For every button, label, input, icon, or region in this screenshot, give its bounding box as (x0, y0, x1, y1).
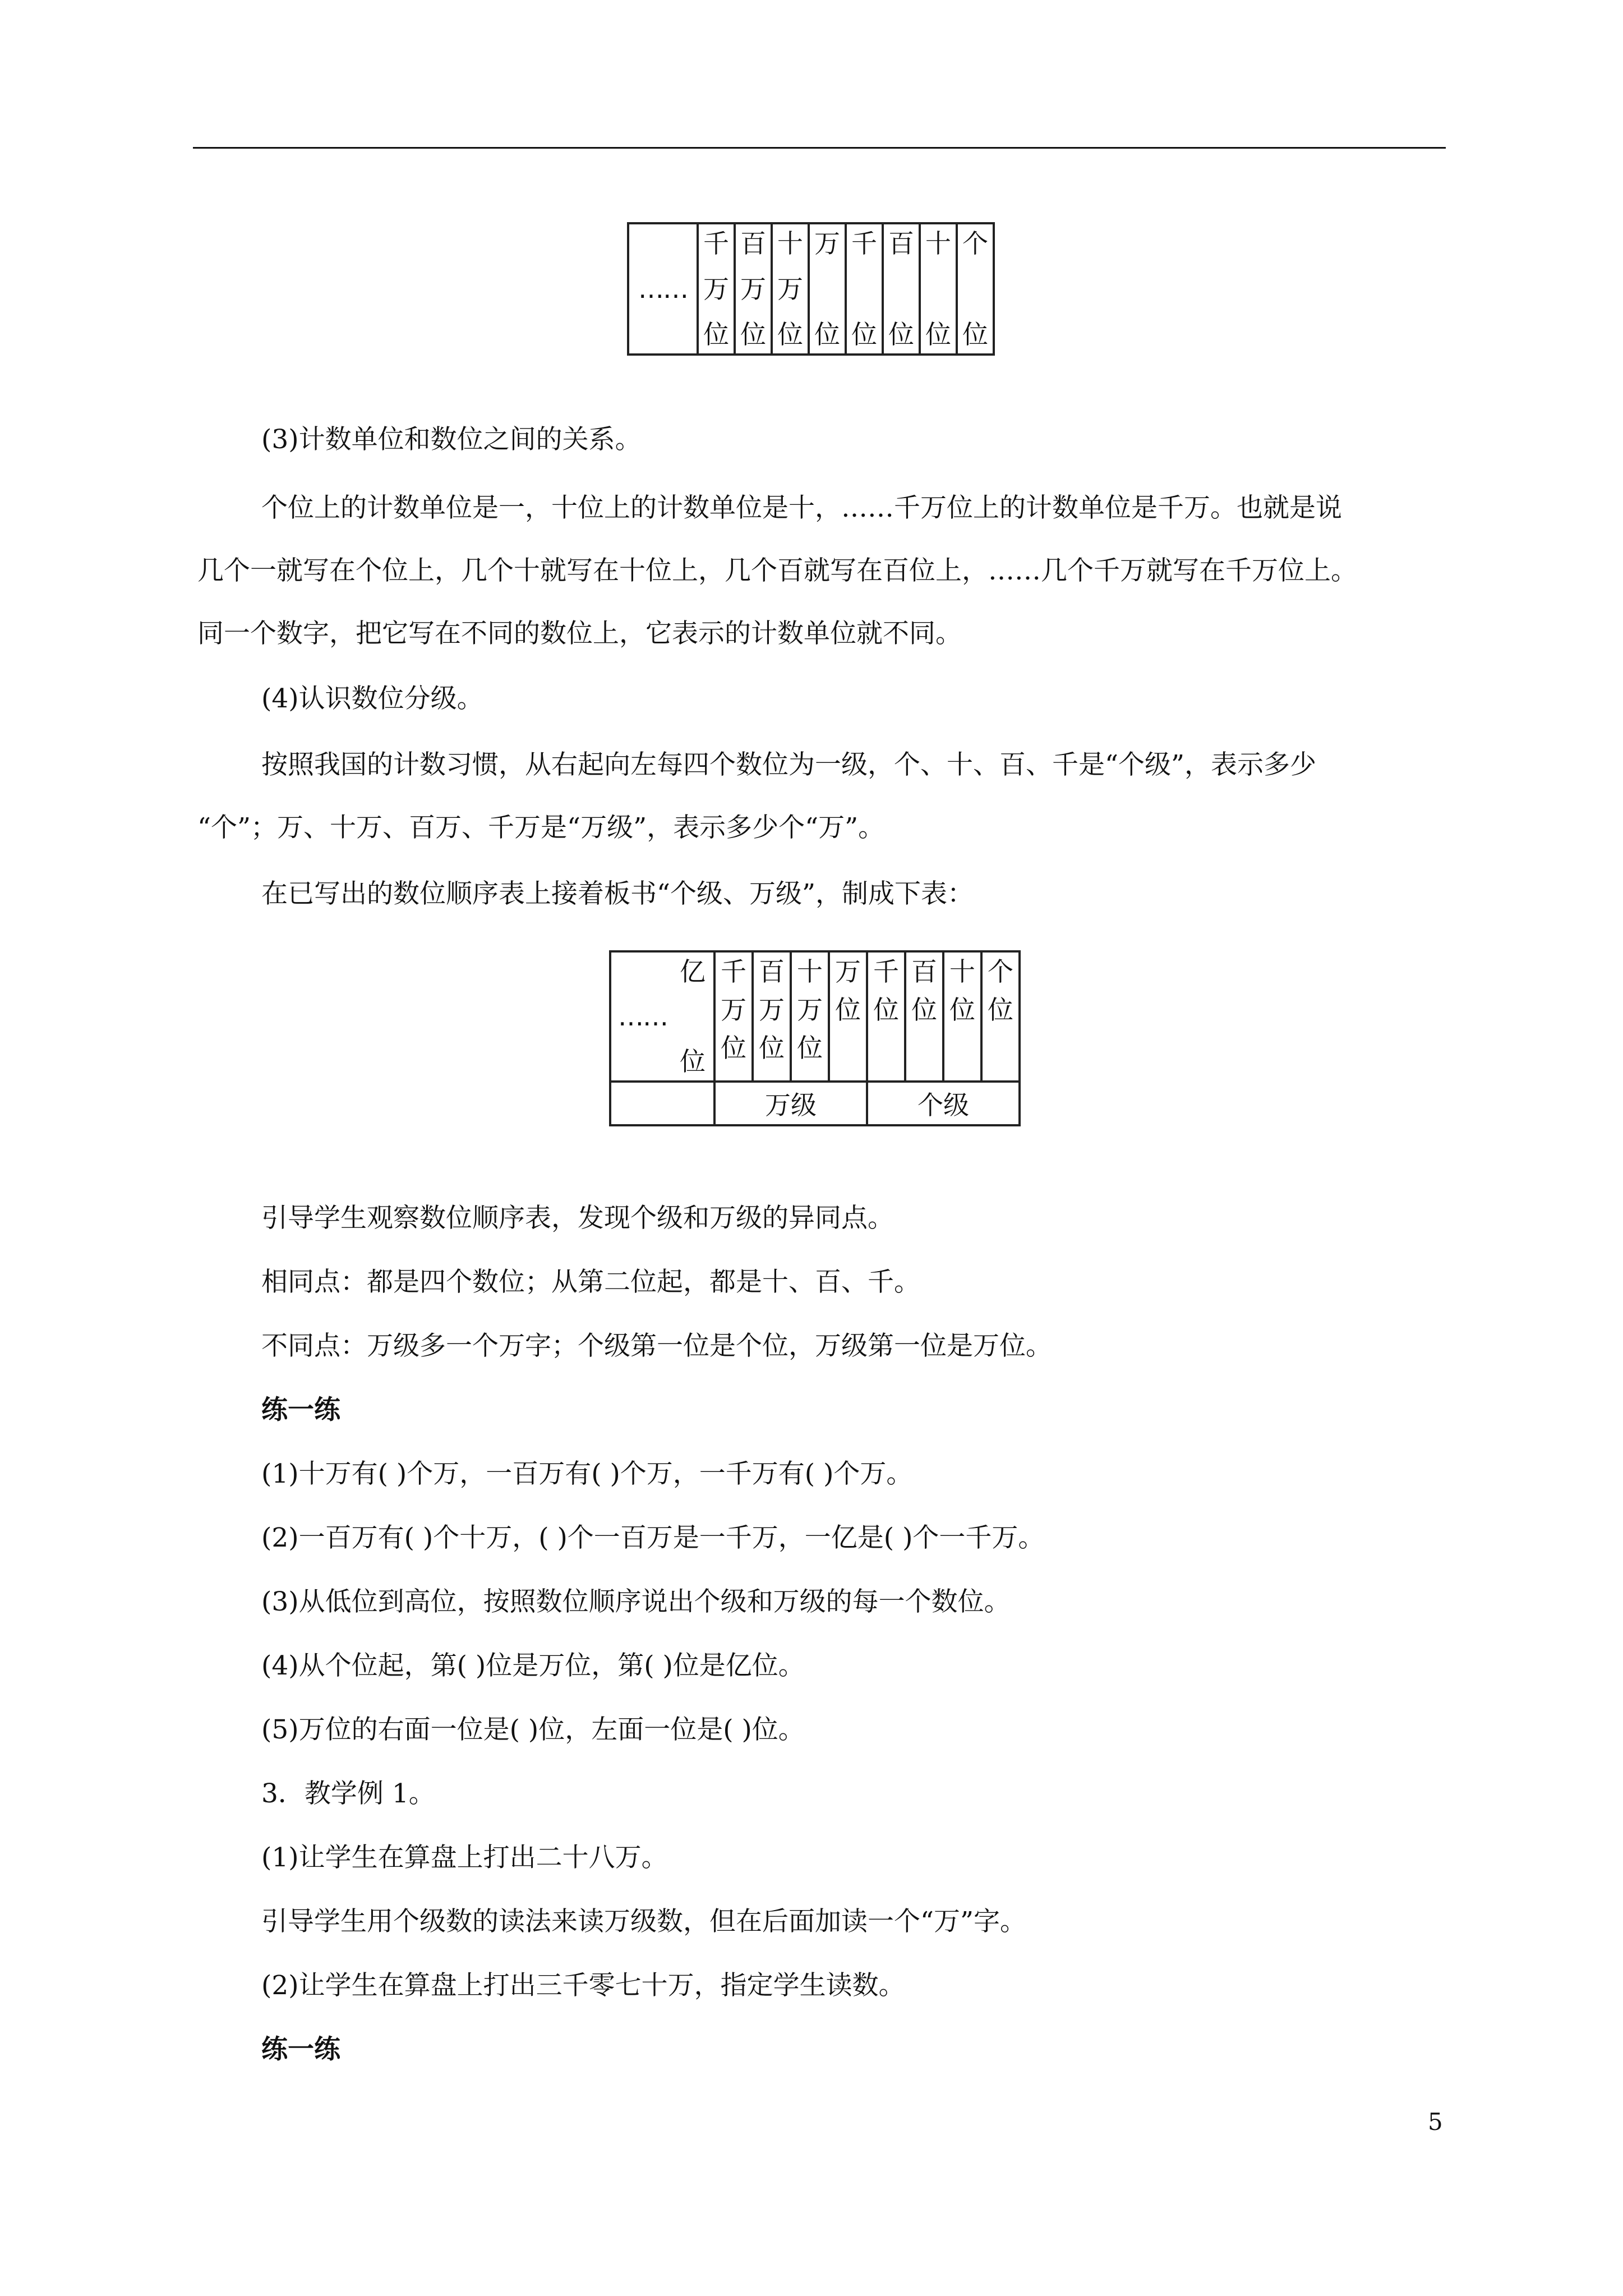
table2-level-blank (610, 1082, 714, 1125)
exercise-question: (2)一百万有( )个十万，( )个一百万是一千万，一亿是( )个一千万。 (261, 1522, 1045, 1553)
paragraph-line: 在已写出的数位顺序表上接着板书“个级、万级”，制成下表： (261, 878, 974, 909)
table1-col-qian: 千 位 (846, 223, 883, 355)
table1-col-ge: 个 位 (957, 223, 994, 355)
table2-col-shiwan: 十 万 位 (791, 951, 829, 1082)
table2-col-wan: 万 位 (829, 951, 867, 1082)
table2-col-bai: 百 位 (905, 951, 943, 1082)
paragraph-line: 同一个数字，把它写在不同的数位上，它表示的计数单位就不同。 (197, 618, 962, 649)
practice-title: 练一练 (261, 1395, 340, 1425)
table2-wan-level: 万级 (714, 1082, 867, 1125)
table1-col-qianwan: 千 万 位 (698, 223, 735, 355)
table2-yi-cell: …… 亿 位 (610, 951, 714, 1082)
heading-place-grouping: (4)认识数位分级。 (261, 683, 483, 714)
table1-col-bai: 百 位 (883, 223, 920, 355)
exercise-question: (4)从个位起，第( )位是万位，第( )位是亿位。 (261, 1650, 805, 1681)
exercise-question: (3)从低位到高位，按照数位顺序说出个级和万级的每一个数位。 (261, 1586, 1011, 1617)
paragraph-line: 几个一就写在个位上，几个十就写在十位上，几个百就写在百位上，……几个千万就写在千万位上。 (197, 555, 1357, 586)
table1-col-baiwan: 百 万 位 (735, 223, 772, 355)
paragraph-line: “个”；万、十万、百万、千万是“万级”，表示多少个“万”。 (197, 812, 885, 843)
paragraph-line: 引导学生用个级数的读法来读万级数，但在后面加读一个“万”字。 (261, 1906, 1027, 1937)
section-heading: 3．教学例 1。 (261, 1778, 435, 1809)
page-number: 5 (1428, 2108, 1443, 2136)
place-value-table-1 (627, 222, 995, 356)
table1-col-shiwan: 十 万 位 (772, 223, 809, 355)
table2-col-ge: 个 位 (981, 951, 1020, 1082)
header-rule (193, 147, 1446, 149)
paragraph-line: (2)让学生在算盘上打出三千零七十万，指定学生读数。 (261, 1970, 905, 2001)
exercise-question: (5)万位的右面一位是( )位，左面一位是( )位。 (261, 1714, 805, 1745)
table2-col-qianwan: 千 万 位 (714, 951, 753, 1082)
paragraph-line: 不同点：万级多一个万字；个级第一位是个位，万级第一位是万位。 (261, 1331, 1052, 1361)
paragraph-line: 个位上的计数单位是一，十位上的计数单位是十，……千万位上的计数单位是千万。也就是说 (261, 493, 1342, 523)
table2-ge-level: 个级 (867, 1082, 1020, 1125)
practice-title: 练一练 (261, 2034, 340, 2065)
exercise-question: (1)十万有( )个万，一百万有( )个万，一千万有( )个万。 (261, 1458, 913, 1489)
table1-col-wan: 万 位 (809, 223, 846, 355)
table2-col-qian: 千 位 (867, 951, 905, 1082)
heading-counting-unit: (3)计数单位和数位之间的关系。 (261, 424, 642, 455)
table2-col-shi: 十 位 (943, 951, 981, 1082)
place-value-table-2 (609, 950, 1021, 1126)
paragraph-line: 引导学生观察数位顺序表，发现个级和万级的异同点。 (261, 1203, 894, 1234)
table1-col-shi: 十 位 (920, 223, 957, 355)
paragraph-line: 相同点：都是四个数位；从第二位起，都是十、百、千。 (261, 1267, 920, 1297)
paragraph-line: 按照我国的计数习惯，从右起向左每四个数位为一级，个、十、百、千是“个级”，表示多少 (261, 749, 1317, 780)
paragraph-line: (1)让学生在算盘上打出二十八万。 (261, 1842, 668, 1873)
table2-col-baiwan: 百 万 位 (753, 951, 791, 1082)
table1-dots-cell: …… (628, 223, 698, 355)
